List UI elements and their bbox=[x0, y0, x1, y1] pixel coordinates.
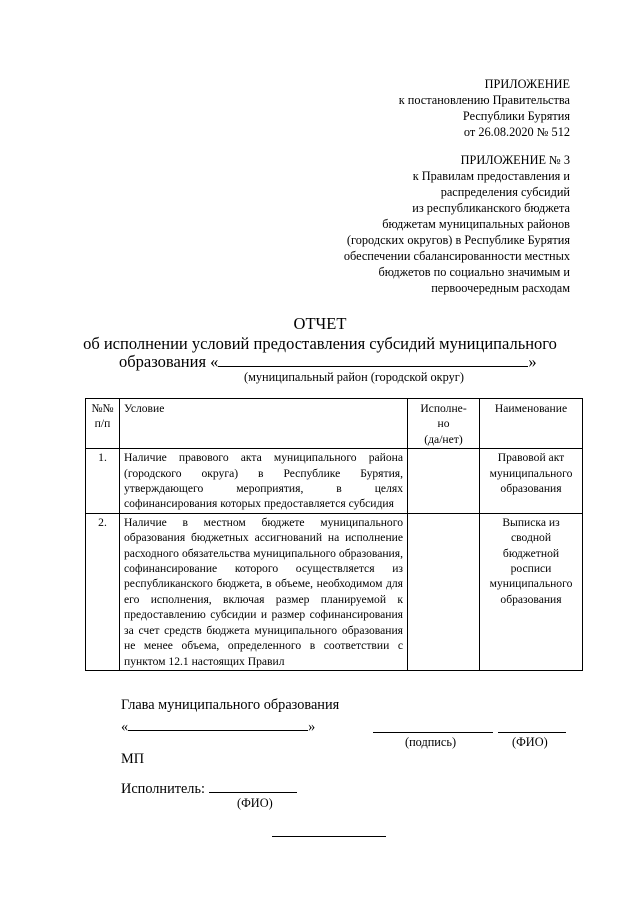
municipality-prefix: образования « bbox=[119, 352, 219, 371]
appendix-line: обеспечении сбалансированности местных bbox=[343, 249, 570, 263]
quote-open: « bbox=[121, 719, 129, 735]
header-done-line: Исполне- bbox=[420, 402, 467, 415]
report-subtitle: об исполнении условий предоставления субсидий муниципального bbox=[83, 334, 557, 353]
table-header-row bbox=[86, 399, 583, 449]
appendix-line: бюджетов по социально значимым и bbox=[378, 265, 570, 279]
row-done-cell[interactable] bbox=[408, 449, 480, 514]
row-condition: Наличие в местном бюджете муниципального образования бюджетных ассигнований на исполнение расходного обязательства муниципального образования, софинансирование которого осуществляется из республиканского бюджета, в объеме, необходимом для его исполнения, включая размер планируемой к предоставлению субсидии и размер софинансирования за счет средств бюджета муниципального образования не менее объема, определенного в соответствии с пунктом 12.1 настоящих Правил bbox=[120, 513, 408, 670]
municipality-blank-1[interactable] bbox=[218, 352, 346, 367]
row-num: 2. bbox=[86, 513, 120, 670]
appendix-line: к Правилам предоставления и bbox=[412, 169, 570, 183]
row-num: 1. bbox=[86, 449, 120, 514]
municipality-caption: (муниципальный район (городской округ) bbox=[244, 370, 464, 384]
signature-line[interactable] bbox=[373, 732, 493, 733]
appendix-line: Республики Бурятия bbox=[462, 109, 570, 123]
municipality-suffix: » bbox=[528, 352, 537, 371]
row-document-name: Выписка из сводной бюджетной росписи муниципального образования bbox=[480, 513, 583, 670]
municipality-field-row bbox=[119, 352, 537, 372]
executor-caption: (ФИО) bbox=[237, 796, 273, 810]
appendix-line: к постановлению Правительства bbox=[398, 93, 570, 107]
conditions-table bbox=[85, 398, 583, 671]
appendix-title: ПРИЛОЖЕНИЕ № 3 bbox=[460, 153, 570, 167]
appendix-header bbox=[399, 76, 570, 140]
executor-label: Исполнитель: bbox=[121, 781, 205, 797]
executor-blank[interactable] bbox=[209, 778, 297, 793]
appendix-line: распределения субсидий bbox=[440, 185, 570, 199]
appendix-line: (городских округов) в Республике Бурятия bbox=[346, 233, 570, 247]
header-num bbox=[86, 399, 120, 449]
stamp-label: МП bbox=[121, 751, 145, 767]
head-name-field bbox=[121, 716, 315, 736]
row-document-name: Правовой акт муниципального образования bbox=[480, 449, 583, 514]
header-done-line: (да/нет) bbox=[424, 432, 463, 446]
fio-line[interactable] bbox=[498, 732, 566, 733]
municipality-blank-2[interactable] bbox=[346, 352, 528, 367]
quote-close: » bbox=[308, 719, 316, 735]
report-title: ОТЧЕТ bbox=[293, 314, 347, 333]
header-num-line: №№ bbox=[91, 402, 114, 415]
table-row bbox=[86, 513, 583, 670]
header-condition: Условие bbox=[120, 399, 408, 449]
head-label: Глава муниципального образования bbox=[121, 697, 340, 713]
header-num-line: п/п bbox=[94, 417, 111, 431]
executor-row bbox=[121, 778, 297, 798]
appendix-line: от 26.08.2020 № 512 bbox=[463, 125, 570, 139]
appendix-line: из республиканского бюджета bbox=[412, 201, 570, 215]
appendix-line: первоочередным расходам bbox=[431, 281, 570, 295]
header-done bbox=[408, 399, 480, 449]
appendix-3-header bbox=[344, 152, 570, 296]
signature-caption: (подпись) bbox=[405, 735, 457, 749]
municipality-name-blank[interactable] bbox=[128, 716, 308, 731]
fio-caption: (ФИО) bbox=[512, 735, 548, 749]
appendix-line: бюджетам муниципальных районов bbox=[382, 217, 570, 231]
row-done-cell[interactable] bbox=[408, 513, 480, 670]
appendix-title: ПРИЛОЖЕНИЕ bbox=[484, 77, 570, 91]
footer-rule bbox=[272, 836, 386, 837]
header-done-line: но bbox=[437, 417, 450, 431]
row-condition: Наличие правового акта муниципального района (городского округа) в Республике Бурятия, утверждающего мероприятия, в целях софинансирования которых предоставляется субсидия bbox=[120, 449, 408, 514]
header-name: Наименование bbox=[480, 399, 583, 449]
table-row bbox=[86, 449, 583, 514]
